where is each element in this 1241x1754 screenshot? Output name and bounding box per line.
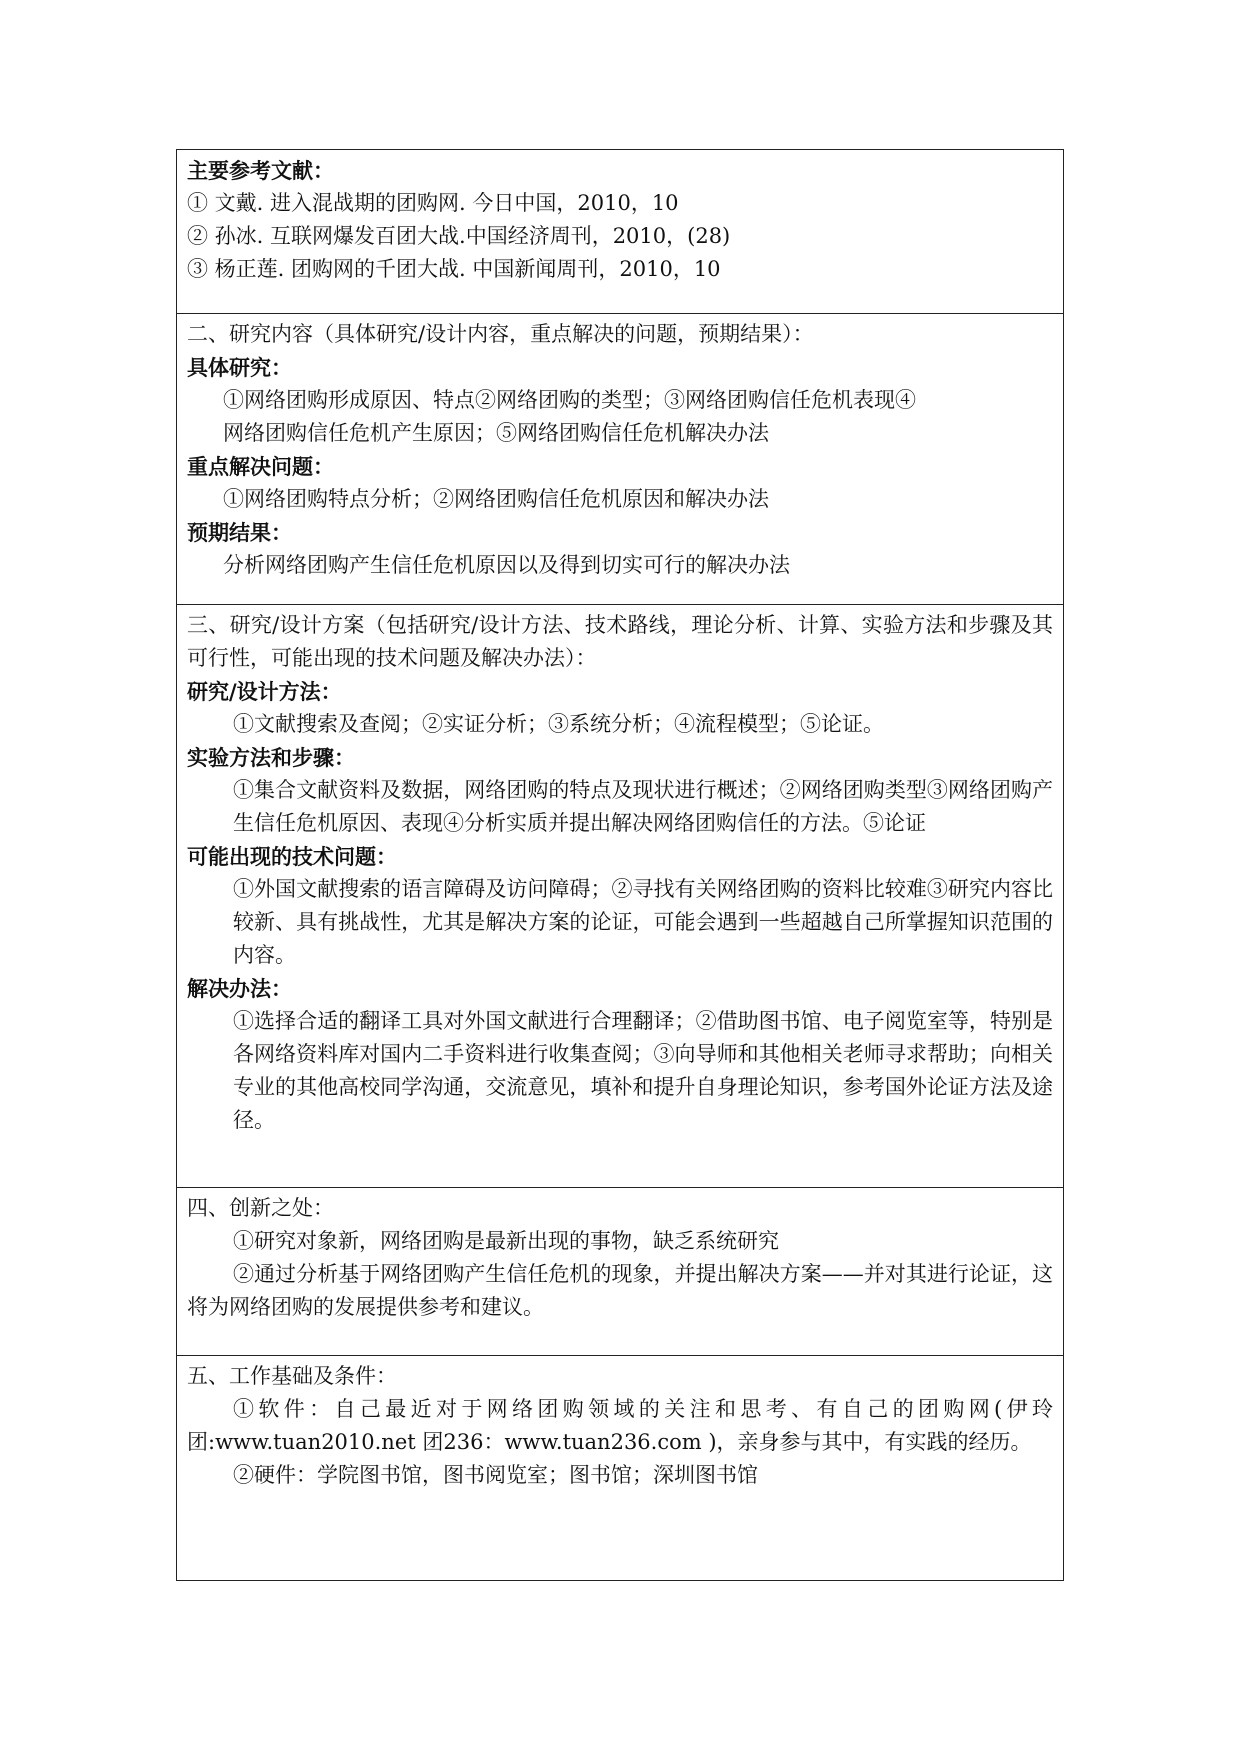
expected-results-text: 分析网络团购产生信任危机原因以及得到切实可行的解决办法	[223, 553, 790, 577]
key-problems-text: ①网络团购特点分析；②网络团购信任危机原因和解决办法	[223, 487, 769, 511]
foundation-software: ①软件：自己最近对于网络团购领域的关注和思考、有自己的团购网(伊玲团:www.tuan2010.net 团236：www.tuan236.com )，亲身参与其中，有实践的经历。	[187, 1397, 1053, 1454]
steps-text: ①集合文献资料及数据，网络团购的特点及现状进行概述；②网络团购类型③网络团购产生信任危机原因、表现④分析实质并提出解决网络团购信任的方法。⑤论证	[233, 778, 1053, 835]
reference-item-1: ① 文戴. 进入混战期的团购网. 今日中国，2010，10	[187, 191, 679, 215]
technical-problems-heading: 可能出现的技术问题：	[187, 844, 397, 869]
steps-heading: 实验方法和步骤：	[187, 745, 355, 770]
methods-text: ①文献搜索及查阅；②实证分析；③系统分析；④流程模型；⑤论证。	[233, 712, 884, 736]
specific-research-heading: 具体研究：	[187, 355, 292, 380]
research-content-title: 二、研究内容（具体研究/设计内容，重点解决的问题，预期结果）：	[187, 322, 814, 346]
innovation-item-1: ①研究对象新，网络团购是最新出现的事物，缺乏系统研究	[233, 1229, 779, 1253]
foundation-hardware: ②硬件：学院图书馆，图书阅览室；图书馆；深圳图书馆	[233, 1463, 758, 1487]
specific-research-line-1: ①网络团购形成原因、特点②网络团购的类型；③网络团购信任危机表现④	[223, 388, 916, 412]
methods-heading: 研究/设计方法：	[187, 679, 342, 704]
expected-results-heading: 预期结果：	[187, 520, 292, 545]
solutions-text: ①选择合适的翻译工具对外国文献进行合理翻译；②借助图书馆、电子阅览室等，特别是各网络资料库对国内二手资料进行收集查阅；③向导师和其他相关老师寻求帮助；向相关专业的其他高校同学沟通，交流意见，填补和提升自身理论知识，参考国外论证方法及途径。	[233, 1009, 1053, 1132]
research-content-cell	[176, 314, 1064, 605]
foundation-cell	[176, 1356, 1064, 1581]
innovation-cell	[176, 1188, 1064, 1356]
references-cell	[176, 149, 1064, 314]
reference-item-2: ② 孙冰. 互联网爆发百团大战.中国经济周刊，2010，(28)	[187, 224, 731, 248]
technical-problems-text: ①外国文献搜索的语言障碍及访问障碍；②寻找有关网络团购的资料比较难③研究内容比较新、具有挑战性，尤其是解决方案的论证，可能会遇到一些超越自己所掌握知识范围的内容。	[233, 877, 1053, 967]
reference-item-3: ③ 杨正莲. 团购网的千团大战. 中国新闻周刊，2010，10	[187, 257, 721, 281]
proposal-table	[176, 149, 1064, 1581]
innovation-title: 四、创新之处：	[187, 1196, 334, 1220]
specific-research-line-2: 网络团购信任危机产生原因；⑤网络团购信任危机解决办法	[223, 421, 769, 445]
key-problems-heading: 重点解决问题：	[187, 454, 334, 479]
foundation-title: 五、工作基础及条件：	[187, 1364, 397, 1388]
research-plan-title: 三、研究/设计方案（包括研究/设计方法、技术路线，理论分析、计算、实验方法和步骤及其可行性，可能出现的技术问题及解决办法）：	[187, 613, 1053, 670]
innovation-item-2: ②通过分析基于网络团购产生信任危机的现象，并提出解决方案——并对其进行论证，这将为网络团购的发展提供参考和建议。	[187, 1262, 1053, 1319]
solutions-heading: 解决办法：	[187, 976, 292, 1001]
references-heading: 主要参考文献：	[187, 158, 334, 183]
research-plan-cell	[176, 605, 1064, 1188]
